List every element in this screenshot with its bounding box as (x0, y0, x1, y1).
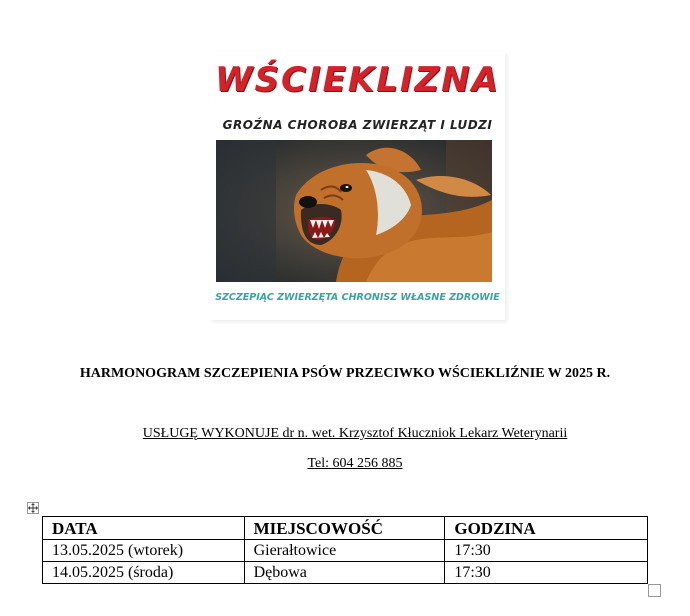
cell-location: Dębowa (244, 562, 445, 584)
header-date: DATA (43, 517, 245, 540)
table-row (43, 540, 648, 562)
phone-line: Tel: 604 256 885 (307, 456, 403, 471)
cell-date: 13.05.2025 (wtorek) (43, 540, 245, 562)
angry-dog-photo (216, 140, 492, 282)
cell-location: Gierałtowice (244, 540, 445, 562)
page-heading: HARMONOGRAM SZCZEPIENIA PSÓW PRZECIWKO WŚCIEKLIŹNIE W 2025 R. (79, 366, 611, 381)
table-row (43, 562, 648, 584)
cell-date: 14.05.2025 (środa) (43, 562, 245, 584)
poster-title: WŚCIEKLIZNA (215, 60, 500, 100)
schedule-table (42, 516, 648, 584)
poster-subtitle: GROŹNA CHOROBA ZWIERZĄT I LUDZI (222, 118, 493, 132)
poster-image (210, 52, 505, 320)
header-time: GODZINA (445, 517, 648, 540)
cell-time: 17:30 (445, 562, 648, 584)
resize-square-icon[interactable] (648, 584, 661, 597)
table-header-row (43, 517, 648, 540)
service-line: USŁUGĘ WYKONUJE dr n. wet. Krzysztof Kłuczniok Lekarz Weterynarii (142, 426, 568, 441)
move-arrows-icon[interactable] (27, 502, 39, 514)
header-location: MIEJSCOWOŚĆ (244, 517, 445, 540)
cell-time: 17:30 (445, 540, 648, 562)
poster-footer: SZCZEPIĄC ZWIERZĘTA CHRONISZ WŁASNE ZDROWIE (215, 292, 500, 303)
